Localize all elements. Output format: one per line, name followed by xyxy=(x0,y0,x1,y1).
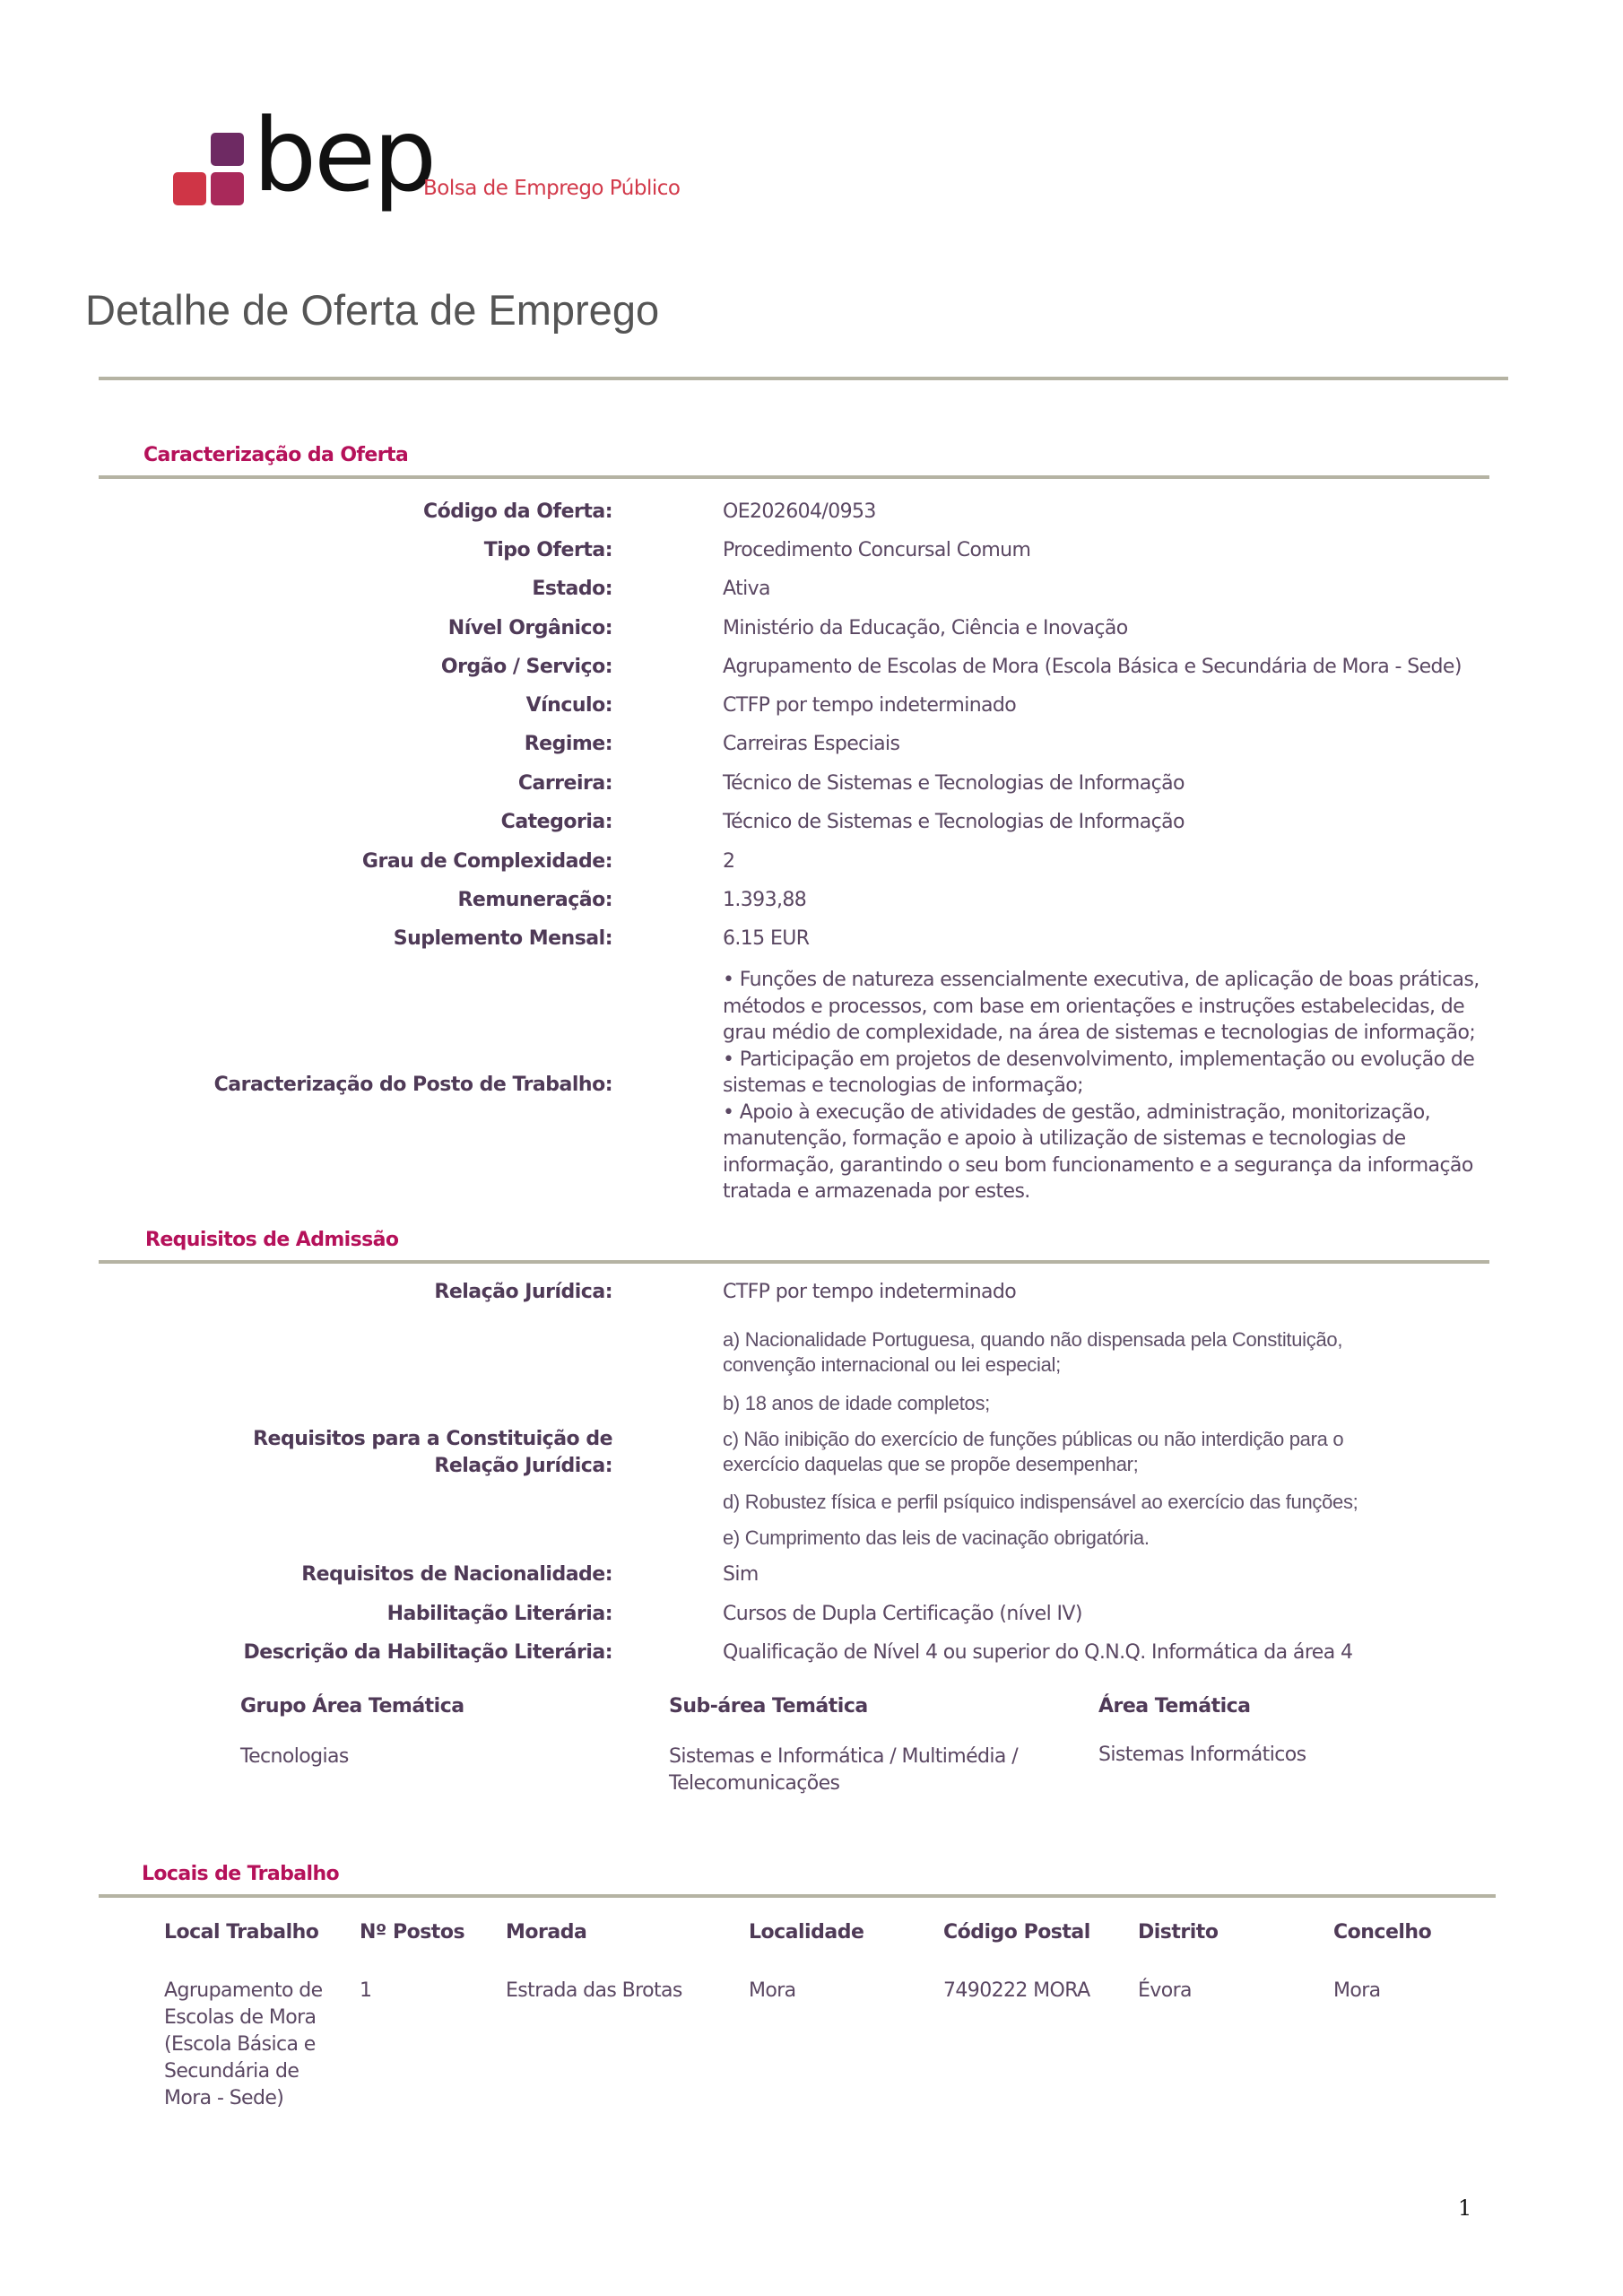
posto-line: • Participação em projetos de desenvolvimento, implementação ou evolução de xyxy=(723,1048,1475,1071)
logo-square-purple-icon xyxy=(211,133,244,166)
requirement-line: convenção internacional ou lei especial; xyxy=(723,1353,1061,1376)
requirement-line: e) Cumprimento das leis de vacinação obrigatória. xyxy=(723,1526,1150,1549)
cell-line: (Escola Básica e xyxy=(164,2033,316,2056)
column-header: Concelho xyxy=(1333,1921,1432,1944)
field-value-habilitacao: Cursos de Dupla Certificação (nível IV) xyxy=(723,1603,1082,1625)
cell-grupo-area: Tecnologias xyxy=(240,1745,349,1768)
column-header: Sub-área Temática xyxy=(669,1695,868,1718)
field-value-nivel-organico: Ministério da Educação, Ciência e Inovação xyxy=(723,617,1128,639)
posto-line: tratada e armazenada por estes. xyxy=(723,1180,1030,1203)
cell-line: Mora - Sede) xyxy=(164,2087,284,2109)
field-value-orgao-servico: Agrupamento de Escolas de Mora (Escola Básica e Secundária de Mora - Sede) xyxy=(723,656,1462,678)
section-title-requisitos: Requisitos de Admissão xyxy=(145,1229,399,1251)
title-divider xyxy=(99,377,1508,380)
field-value-categoria: Técnico de Sistemas e Tecnologias de Informação xyxy=(723,811,1185,833)
column-header: Local Trabalho xyxy=(164,1921,319,1944)
section-divider xyxy=(99,1894,1496,1898)
logo-square-magenta-icon xyxy=(211,172,244,205)
field-label: Nível Orgânico: xyxy=(447,617,612,639)
cell-codigo-postal: 7490222 MORA xyxy=(943,1979,1090,2002)
column-header: Código Postal xyxy=(943,1921,1090,1944)
field-label: Grau de Complexidade: xyxy=(361,850,612,873)
requirement-line: b) 18 anos de idade completos; xyxy=(723,1392,990,1414)
cell-line: Telecomunicações xyxy=(669,1772,840,1795)
section-divider xyxy=(99,1260,1489,1264)
section-divider xyxy=(99,475,1489,479)
logo-tagline: Bolsa de Emprego Público xyxy=(423,177,681,200)
requirement-item-b xyxy=(723,1391,1512,1416)
cell-area: Sistemas Informáticos xyxy=(1098,1744,1306,1766)
page-number: 1 xyxy=(1458,2196,1472,2221)
field-value-tipo-oferta: Procedimento Concursal Comum xyxy=(723,539,1031,561)
cell-line: Sistemas e Informática / Multimédia / xyxy=(669,1745,1019,1768)
requirement-item-a xyxy=(723,1327,1512,1378)
cell-subarea xyxy=(669,1744,1018,1797)
field-label: Caracterização do Posto de Trabalho: xyxy=(213,1074,612,1096)
field-value-regime: Carreiras Especiais xyxy=(723,733,900,755)
field-value-nacionalidade: Sim xyxy=(723,1563,759,1586)
field-value-posto-trabalho xyxy=(723,967,1512,1205)
requirement-item-c xyxy=(723,1427,1512,1477)
requirement-item-e xyxy=(723,1526,1512,1551)
requirement-line: c) Não inibição do exercício de funções públicas ou não interdição para o xyxy=(723,1428,1344,1450)
column-header: Nº Postos xyxy=(360,1921,465,1944)
cell-line: Secundária de xyxy=(164,2060,299,2083)
column-header: Morada xyxy=(506,1921,587,1944)
field-value-grau-complexidade: 2 xyxy=(723,850,735,873)
cell-line: Escolas de Mora xyxy=(164,2006,317,2029)
label-line: Relação Jurídica: xyxy=(434,1455,612,1477)
field-value-remuneracao: 1.393,88 xyxy=(723,889,807,911)
field-label: Descrição da Habilitação Literária: xyxy=(243,1641,612,1664)
field-value-suplemento: 6.15 EUR xyxy=(723,927,810,950)
field-label: Habilitação Literária: xyxy=(386,1603,612,1625)
requirement-line: a) Nacionalidade Portuguesa, quando não dispensada pela Constituição, xyxy=(723,1328,1343,1351)
field-label: Requisitos de Nacionalidade: xyxy=(301,1563,612,1586)
field-label: Remuneração: xyxy=(457,889,612,911)
field-label: Relação Jurídica: xyxy=(434,1281,612,1303)
field-label: Categoria: xyxy=(500,811,612,833)
section-title-locais: Locais de Trabalho xyxy=(142,1863,340,1885)
posto-line: sistemas e tecnologias de informação; xyxy=(723,1074,1083,1097)
cell-concelho: Mora xyxy=(1333,1979,1381,2002)
column-header: Grupo Área Temática xyxy=(240,1695,464,1718)
field-value-descricao-habilitacao: Qualificação de Nível 4 ou superior do Q.N.Q. Informática da área 4 xyxy=(723,1641,1353,1664)
column-header: Localidade xyxy=(749,1921,864,1944)
field-label: Tipo Oferta: xyxy=(483,539,612,561)
requirement-line: d) Robustez física e perfil psíquico indispensável ao exercício das funções; xyxy=(723,1491,1358,1513)
field-label: Suplemento Mensal: xyxy=(393,927,612,950)
field-label: Estado: xyxy=(532,578,612,600)
posto-line: métodos e processos, com base em orientações e instruções estabelecidas, de xyxy=(723,995,1465,1018)
posto-line: • Funções de natureza essencialmente executiva, de aplicação de boas práticas, xyxy=(723,969,1480,991)
cell-distrito: Évora xyxy=(1138,1979,1192,2002)
posto-line: manutenção, formação e apoio à utilização de sistemas e tecnologias de xyxy=(723,1127,1406,1150)
cell-morada: Estrada das Brotas xyxy=(506,1979,682,2002)
column-header: Área Temática xyxy=(1098,1695,1251,1718)
posto-line: • Apoio à execução de atividades de gestão, administração, monitorização, xyxy=(723,1100,1430,1124)
field-value-codigo: OE202604/0953 xyxy=(723,500,876,523)
logo-wordmark: bep xyxy=(253,98,435,214)
page-title: Detalhe de Oferta de Emprego xyxy=(85,286,660,334)
field-label: Vínculo: xyxy=(525,694,612,717)
requirement-line: exercício daquelas que se propõe desempenhar; xyxy=(723,1453,1139,1475)
column-header: Distrito xyxy=(1138,1921,1219,1944)
cell-local-trabalho xyxy=(164,1978,323,2112)
field-value-vinculo: CTFP por tempo indeterminado xyxy=(723,694,1017,717)
cell-line: Agrupamento de xyxy=(164,1979,323,2002)
field-label: Código da Oferta: xyxy=(422,500,612,523)
field-label: Orgão / Serviço: xyxy=(440,656,612,678)
posto-line: grau médio de complexidade, na área de sistemas e tecnologias de informação; xyxy=(723,1022,1476,1044)
requirement-item-d xyxy=(723,1490,1512,1515)
label-line: Requisitos para a Constituição de xyxy=(253,1428,612,1450)
section-title-caracterizacao: Caracterização da Oferta xyxy=(143,444,409,466)
field-value-relacao-juridica: CTFP por tempo indeterminado xyxy=(723,1281,1017,1303)
field-label xyxy=(253,1426,612,1480)
cell-localidade: Mora xyxy=(749,1979,796,2002)
cell-postos: 1 xyxy=(360,1979,372,2002)
field-value-estado: Ativa xyxy=(723,578,770,600)
logo-square-red-icon xyxy=(173,172,206,205)
posto-line: informação, garantindo o seu bom funcionamento e a segurança da informação xyxy=(723,1153,1473,1177)
field-label: Carreira: xyxy=(517,772,612,795)
field-label: Regime: xyxy=(524,733,612,755)
field-value-carreira: Técnico de Sistemas e Tecnologias de Informação xyxy=(723,772,1185,795)
